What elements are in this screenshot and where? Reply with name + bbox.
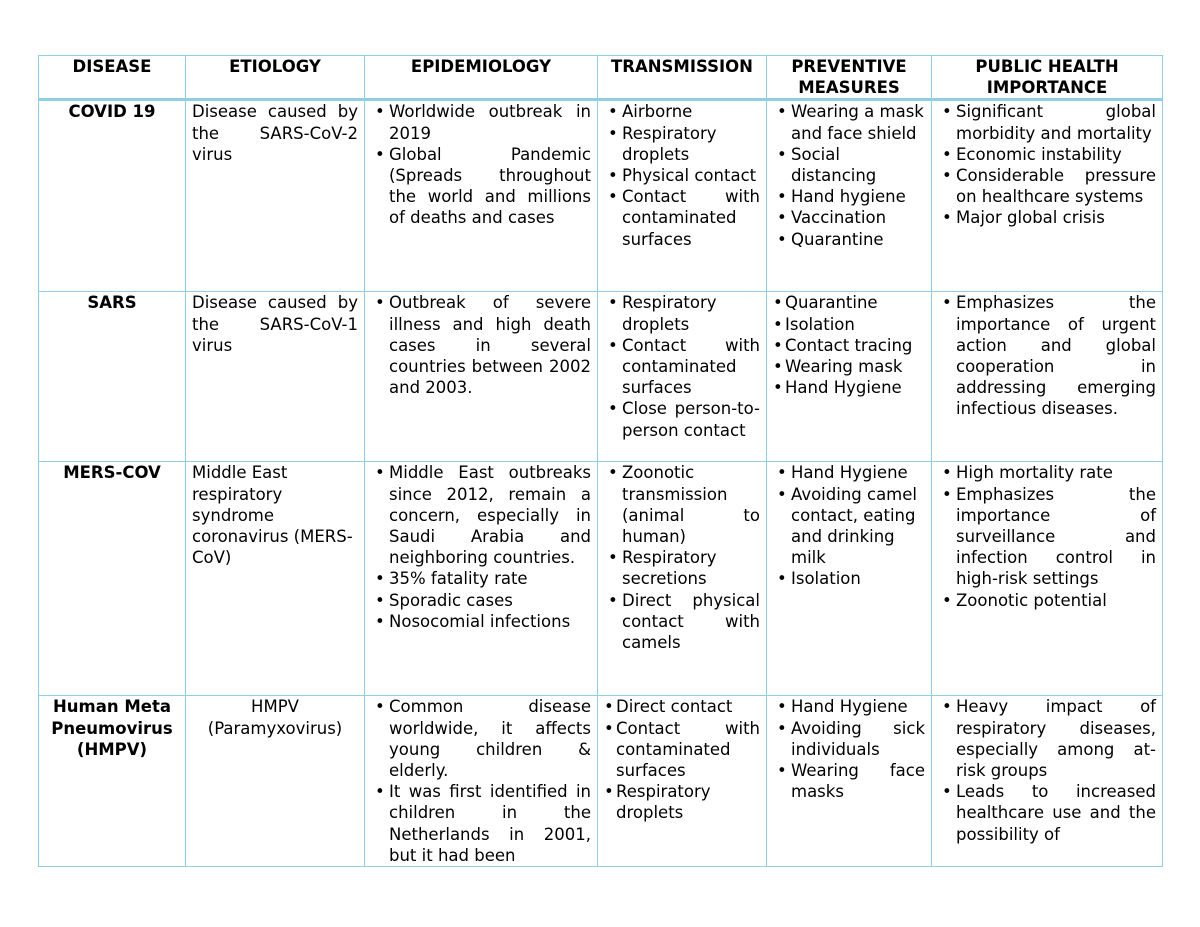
list-item: • Contact with contaminated surfaces — [604, 718, 760, 782]
etiology-cell: Disease caused by the SARS-CoV-2 virus — [186, 100, 365, 292]
etiology-cell: Middle East respiratory syndrome coronavirus (MERS-CoV) — [186, 462, 365, 696]
table-row — [39, 292, 1163, 462]
header-preventive-measures: PREVENTIVE MEASURES — [767, 56, 932, 100]
list-item: • 35% fatality rate — [371, 568, 591, 589]
list-item: • Avoiding camel contact, eating and drinking milk — [773, 484, 925, 569]
header-public-health-importance: PUBLIC HEALTH IMPORTANCE — [932, 56, 1163, 100]
list-item: • Economic instability — [938, 144, 1156, 165]
list-item: • Respiratory droplets — [604, 123, 760, 165]
list-item: • Sporadic cases — [371, 590, 591, 611]
list-item: • Social distancing — [773, 144, 925, 186]
list-item: • Wearing mask — [773, 356, 925, 377]
list-item: • Emphasizes the importance of surveillance and infection control in high-risk settings — [938, 484, 1156, 590]
epidemiology-cell — [365, 696, 598, 867]
transmission-cell — [598, 100, 767, 292]
list-item: • Physical contact — [604, 165, 760, 186]
list-item: • Wearing face masks — [773, 760, 925, 802]
list-item: • Hand Hygiene — [773, 377, 925, 398]
list-item: • Major global crisis — [938, 207, 1156, 228]
list-item: • Respiratory secretions — [604, 547, 760, 589]
transmission-cell — [598, 696, 767, 867]
epidemiology-cell — [365, 292, 598, 462]
list-item: • Global Pandemic (Spreads throughout the world and millions of deaths and cases — [371, 144, 591, 229]
list-item: • Wearing a mask and face shield — [773, 101, 925, 143]
transmission-cell — [598, 292, 767, 462]
list-item: • Outbreak of severe illness and high death cases in several countries between 2002 and 2003. — [371, 292, 591, 398]
header-epidemiology: EPIDEMIOLOGY — [365, 56, 598, 100]
list-item: • Hand Hygiene — [773, 696, 925, 717]
list-item: • Close person-to-person contact — [604, 398, 760, 440]
epidemiology-cell — [365, 100, 598, 292]
header-transmission: TRANSMISSION — [598, 56, 767, 100]
list-item: • Isolation — [773, 314, 925, 335]
list-item: • Quarantine — [773, 229, 925, 250]
list-item: • Significant global morbidity and mortality — [938, 101, 1156, 143]
list-item: • It was first identified in children in the Netherlands in 2001, but it had been — [371, 781, 591, 866]
list-item: • Contact tracing — [773, 335, 925, 356]
importance-cell — [932, 292, 1163, 462]
epidemiology-cell — [365, 462, 598, 696]
preventive-cell — [767, 100, 932, 292]
list-item: • Hand hygiene — [773, 186, 925, 207]
preventive-cell — [767, 696, 932, 867]
list-item: • Direct contact — [604, 696, 760, 717]
table-row — [39, 100, 1163, 292]
disease-name: SARS — [39, 292, 186, 462]
list-item: • Leads to increased healthcare use and the possibility of — [938, 781, 1156, 845]
list-item: • Respiratory droplets — [604, 292, 760, 334]
list-item: • Contact with contaminated surfaces — [604, 335, 760, 399]
list-item: • Heavy impact of respiratory diseases, especially among at-risk groups — [938, 696, 1156, 781]
list-item: • Zoonotic transmission (animal to human) — [604, 462, 760, 547]
list-item: • Emphasizes the importance of urgent action and global cooperation in addressing emerging infectious diseases. — [938, 292, 1156, 419]
list-item: • Airborne — [604, 101, 760, 122]
list-item: • Avoiding sick individuals — [773, 718, 925, 760]
disease-comparison-table — [38, 55, 1163, 867]
importance-cell — [932, 100, 1163, 292]
preventive-cell — [767, 462, 932, 696]
list-item: • Isolation — [773, 568, 925, 589]
list-item: • Considerable pressure on healthcare systems — [938, 165, 1156, 207]
disease-name: COVID 19 — [39, 100, 186, 292]
list-item: • Direct physical contact with camels — [604, 590, 760, 654]
header-row — [39, 56, 1163, 100]
list-item: • Common disease worldwide, it affects young children & elderly. — [371, 696, 591, 781]
list-item: • High mortality rate — [938, 462, 1156, 483]
list-item: • Worldwide outbreak in 2019 — [371, 101, 591, 143]
list-item: • Zoonotic potential — [938, 590, 1156, 611]
etiology-cell: HMPV (Paramyxovirus) — [186, 696, 365, 867]
transmission-cell — [598, 462, 767, 696]
importance-cell — [932, 462, 1163, 696]
etiology-cell: Disease caused by the SARS-CoV-1 virus — [186, 292, 365, 462]
list-item: • Contact with contaminated surfaces — [604, 186, 760, 250]
header-disease: DISEASE — [39, 56, 186, 100]
list-item: • Respiratory droplets — [604, 781, 760, 823]
table-row — [39, 696, 1163, 867]
importance-cell — [932, 696, 1163, 867]
list-item: • Nosocomial infections — [371, 611, 591, 632]
table-row — [39, 462, 1163, 696]
list-item: • Hand Hygiene — [773, 462, 925, 483]
list-item: • Middle East outbreaks since 2012, remain a concern, especially in Saudi Arabia and neighboring countries. — [371, 462, 591, 568]
header-etiology: ETIOLOGY — [186, 56, 365, 100]
disease-name: MERS-COV — [39, 462, 186, 696]
disease-name: Human Meta Pneumovirus (HMPV) — [39, 696, 186, 867]
list-item: • Vaccination — [773, 207, 925, 228]
preventive-cell — [767, 292, 932, 462]
list-item: • Quarantine — [773, 292, 925, 313]
